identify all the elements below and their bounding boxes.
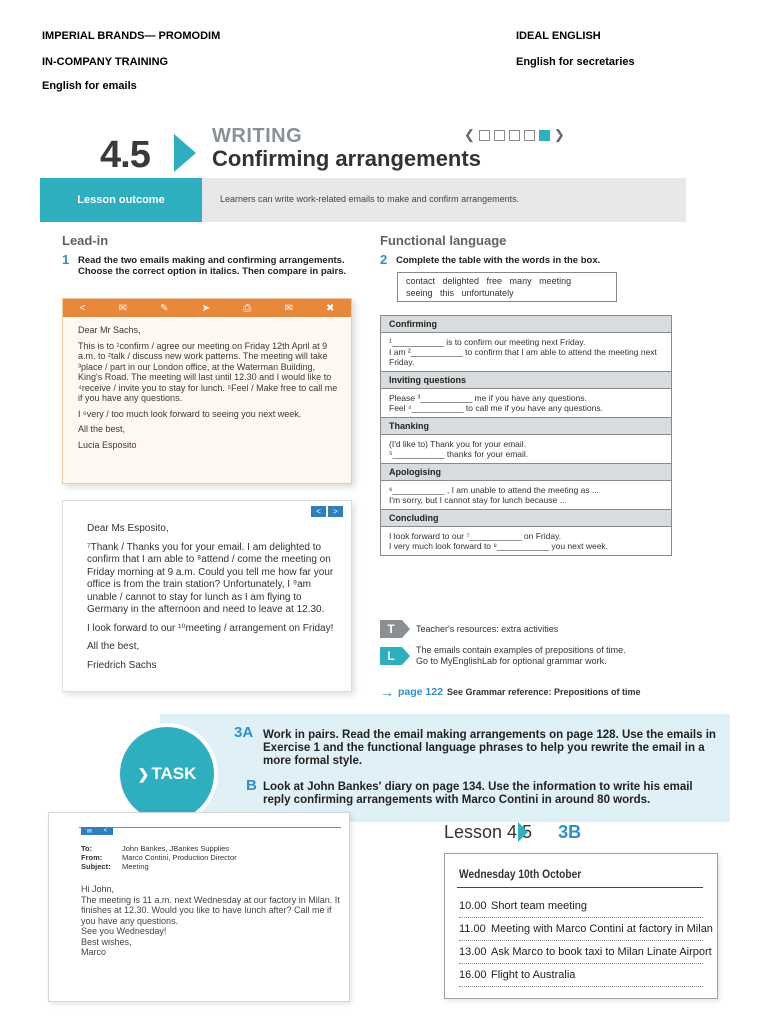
chevron-right-icon: ❯ [137, 765, 150, 782]
divider [457, 887, 703, 888]
email-greeting: Hi John, [81, 884, 115, 894]
entry-text: Ask Marco to book taxi to Milan Linate Airport [491, 946, 712, 958]
email-content [81, 884, 343, 958]
exercise-instruction: Read the two emails making and confirming arrangements. Choose the correct option in italics. Then compare in pairs. [78, 255, 347, 277]
attach-icon[interactable]: ⎙ [243, 302, 252, 314]
prev-icon[interactable]: < [311, 506, 326, 517]
email-closing: Best wishes, [81, 936, 132, 947]
chevron-right-icon [174, 134, 196, 172]
outcome-text: Learners can write work-related emails to make and confirm arrangements. [220, 194, 520, 204]
word-list: seeing this unfortunately [406, 288, 514, 298]
task-a-number: 3A [234, 724, 254, 741]
email-toolbar [63, 299, 351, 317]
lesson-title: Confirming arrangements [212, 146, 481, 171]
word-list: contact delighted free many meeting [406, 276, 572, 286]
unit-pager[interactable] [464, 127, 565, 143]
lesson-label: Lesson 4.5 [444, 822, 533, 842]
table-section-heading: Inviting questions [381, 371, 671, 388]
mail-icon[interactable]: ✉ [86, 828, 92, 835]
exercise-number: 1 [62, 252, 70, 267]
lesson-reference [444, 822, 581, 843]
lesson-banner [40, 116, 686, 222]
email-marco [48, 812, 350, 1002]
table-line: ⁵___________ thanks for your email. [389, 449, 529, 459]
email-closing: All the best, [87, 641, 140, 652]
mail-icon[interactable]: ✉ [118, 302, 127, 314]
header-training: IN-COMPANY TRAINING [42, 56, 169, 68]
diary-entry [459, 896, 703, 918]
entry-time: 11.00 [459, 923, 486, 935]
exercise-instruction: Complete the table with the words in the box. [396, 255, 601, 266]
email-body: The meeting is 11 a.m. next Wednesday at our factory in Milan. It finishes at 12.30. Would you like to have lunch after? Call me if you have any questions. [81, 894, 340, 926]
divider [79, 827, 341, 828]
teacher-resources[interactable] [380, 620, 558, 638]
outcome-label: Lesson outcome [40, 178, 202, 222]
diary-entry [459, 965, 703, 987]
table-line: I'm sorry, but I cannot stay for lunch because ... [389, 495, 567, 505]
to-value: John Bankes, JBankes Supplies [122, 844, 230, 853]
exercise-number: 2 [380, 252, 388, 267]
lab-text: The emails contain examples of prepositions of time. [416, 645, 626, 655]
diary-entry [459, 919, 713, 941]
table-row [381, 388, 671, 417]
email-meta [81, 844, 237, 871]
task-badge [120, 727, 214, 821]
table-line: Feel ⁴___________ to call me if you have any questions. [389, 403, 603, 413]
inbox-icon[interactable]: ✉ [284, 302, 293, 314]
header-company: IMPERIAL BRANDS— PROMODIM [42, 30, 221, 42]
back-icon[interactable]: < [103, 828, 108, 834]
email-lucia [62, 298, 352, 484]
diary-card [444, 853, 718, 999]
table-section-heading: Thanking [381, 417, 671, 434]
lesson-kicker: WRITING [212, 125, 303, 147]
header-school: IDEAL ENGLISH [516, 30, 601, 42]
table-line: I look forward to our ⁷___________ on Friday. [389, 531, 562, 541]
email-greeting: Dear Ms Esposito, [87, 523, 169, 534]
table-section-heading: Confirming [381, 316, 671, 332]
send-icon[interactable]: ➤ [201, 302, 211, 314]
page-ref[interactable]: page 122 [398, 686, 443, 698]
email-greeting: Dear Mr Sachs, [78, 325, 141, 335]
from-value: Marco Contini, Production Director [122, 853, 237, 862]
from-label: From: [81, 853, 103, 862]
lab-resources[interactable] [380, 645, 626, 667]
entry-time: 13.00 [459, 946, 487, 958]
pager-square[interactable] [479, 130, 490, 141]
chevron-right-icon [518, 822, 528, 842]
table-line: ⁶___________ , I am unable to attend the meeting as ... [389, 485, 600, 495]
entry-text: Short team meeting [491, 900, 587, 912]
lead-in-heading: Lead-in [62, 233, 109, 248]
entry-time: 16.00 [459, 969, 487, 981]
email-body: I ⁶very / too much look forward to seeing you next week. [78, 408, 302, 419]
task-b-text: Look at John Bankes' diary on page 134. Use the information to write his email reply confirming arrangements with Marco Contini in around 80 words. [263, 781, 693, 806]
email-closing: All the best, [78, 424, 126, 434]
subject-label: Subject: [81, 862, 111, 871]
email-nav [311, 506, 343, 517]
pager-prev-icon[interactable]: ❮ [464, 127, 475, 142]
next-icon[interactable]: > [328, 506, 343, 517]
task-label: TASK [151, 764, 197, 783]
grammar-reference[interactable] [380, 684, 641, 700]
table-row [381, 480, 671, 509]
arrow-right-icon [402, 647, 410, 665]
table-section-heading: Apologising [381, 463, 671, 480]
table-line: ¹___________ is to confirm our meeting next Friday. [389, 337, 586, 347]
email-body: This is to ¹confirm / agree our meeting on Friday 12th April at 9 a.m. to ²talk / discuss new work patterns. The meeting will take ³place / part in our London office, at the Waterman Building, King's Road. The meeting will last until 12.30 and I would like to ⁴receive / invite you to stay for lunch. ⁵Feel / Make free to call me if you have any questions. [78, 340, 338, 403]
arrow-icon: → [380, 684, 394, 700]
functional-table [380, 315, 672, 556]
task-b-letter: B [246, 777, 257, 794]
email-nav [81, 827, 113, 835]
entry-text: Flight to Australia [491, 969, 576, 981]
back-icon[interactable]: < [79, 302, 86, 314]
pager-square[interactable] [509, 130, 520, 141]
email-signature: Lucia Esposito [78, 439, 137, 450]
table-line: I am ²___________ to confirm that I am able to attend the meeting next Friday. [389, 347, 657, 367]
table-row [381, 434, 671, 463]
table-section-heading: Concluding [381, 509, 671, 526]
table-line: (I'd like to) Thank you for your email. [389, 439, 527, 449]
subject-value: Meeting [122, 862, 149, 871]
pager-square[interactable] [524, 130, 535, 141]
email-friedrich [62, 500, 352, 692]
header-course: English for emails [42, 80, 137, 92]
functional-heading: Functional language [380, 233, 507, 248]
pager-square-current[interactable] [539, 130, 550, 141]
entry-text: Meeting with Marco Contini at factory in Milan [491, 923, 713, 935]
teacher-badge-icon: T [380, 620, 402, 638]
lab-text: Go to MyEnglishLab for optional grammar work. [416, 656, 607, 666]
unit-number: 4.5 [100, 134, 150, 176]
to-label: To: [81, 844, 93, 853]
teacher-resources-text: Teacher's resources: extra activities [416, 623, 559, 634]
task-a-text: Work in pairs. Read the email making arrangements on page 128. Use the emails in Exercise 1 and the functional language phrases to help you rewrite the email in a more formal style. [263, 729, 716, 767]
email-body: See you Wednesday! [81, 926, 167, 936]
delete-icon[interactable]: ✖ [326, 302, 335, 314]
edit-icon[interactable]: ✎ [160, 302, 169, 314]
table-line: I very much look forward to ⁸___________ you next week. [389, 541, 609, 551]
email-body: ⁷Thank / Thanks you for your email. I am delighted to confirm that I am able to ⁸attend / come the meeting on Friday morning at 9 a.m. Could you tell me how far your office is from the train station? Unfortunately, I ⁹am unable / cannot to stay for lunch as I am flying to Germany in the afternoon and need to leave at 12.30. [87, 541, 334, 615]
email-signature: Marco [81, 947, 107, 957]
email-signature: Friedrich Sachs [87, 659, 157, 671]
lab-badge-icon: L [380, 647, 402, 665]
word-box [397, 272, 617, 302]
lesson-tag: 3B [558, 822, 582, 842]
pager-square[interactable] [494, 130, 505, 141]
diary-heading: Wednesday 10th October [459, 867, 582, 881]
entry-time: 10.00 [459, 900, 487, 912]
table-line: Please ³___________ me if you have any questions. [389, 393, 587, 403]
header-subject: English for secretaries [516, 56, 635, 68]
pager-next-icon[interactable]: ❯ [553, 127, 565, 142]
table-row [381, 332, 671, 371]
arrow-right-icon [402, 620, 410, 638]
table-row [381, 526, 671, 555]
grammar-text: See Grammar reference: Prepositions of time [446, 686, 641, 697]
email-body: I look forward to our ¹⁰meeting / arrangement on Friday! [87, 622, 334, 634]
diary-entry [459, 942, 712, 964]
